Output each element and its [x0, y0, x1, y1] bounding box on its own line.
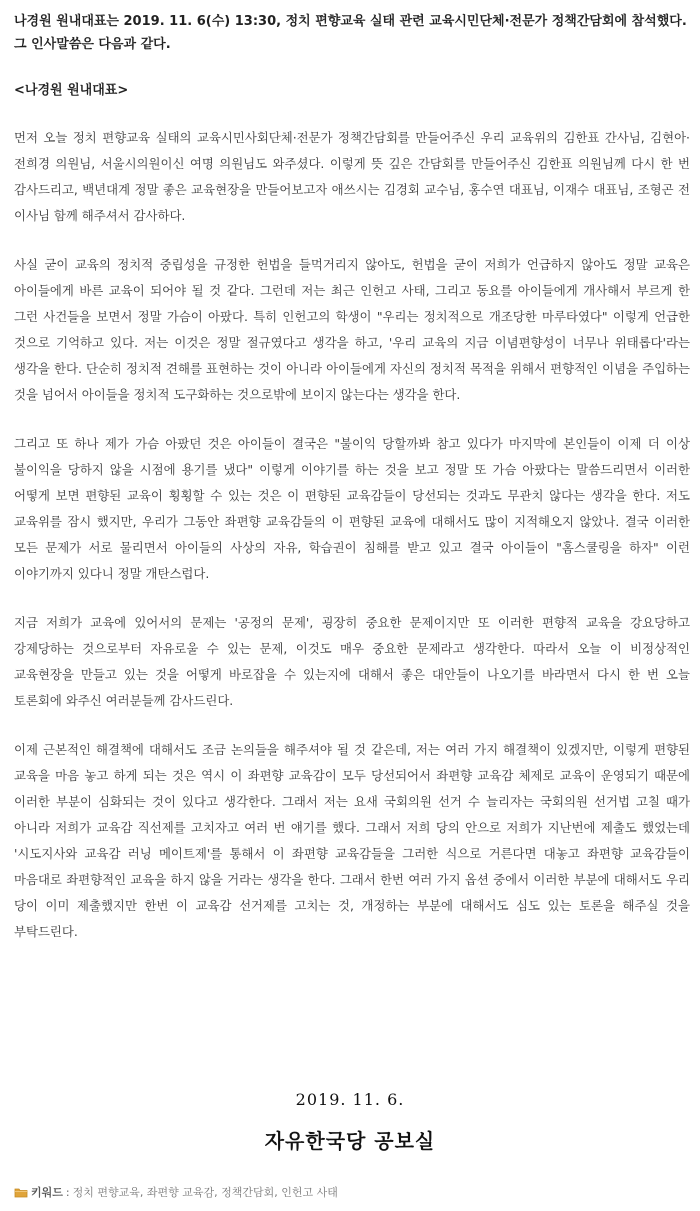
keywords-text[interactable]: 정치 편향교육, 좌편향 교육감, 정책간담회, 인헌고 사태 — [72, 1186, 338, 1199]
body-paragraph-1: 먼저 오늘 정치 편향교육 실태의 교육시민사회단체·전문가 정책간담회를 만들어주신 우리 교육위의 김한표 간사님, 김현아·전희경 의원님, 서울시의원이신 여명 의원님도 와주셨다. 이렇게 뜻 깊은 간담회를 만들어주신 김한표 의원님께 다시 한 번 감사드리고, 백년대계 정말 좋은 교육현장을 만들어보고자 애쓰시는 김경회 교수님, 홍수연 대표님, 이재수 대표님, 조형곤 전 이사님 함께 해주셔서 감사하다. — [14, 130, 690, 223]
speaker-heading: <나경원 원내대표> — [14, 83, 129, 98]
keywords-separator: : — [65, 1185, 70, 1199]
tag-folder-icon — [14, 1187, 28, 1198]
body-paragraph-3: 그리고 또 하나 제가 가슴 아팠던 것은 아이들이 결국은 "불이익 당할까봐 참고 있다가 마지막에 본인들이 이제 더 이상 불이익을 당하지 않을 시점에 용기를 냈다" 이렇게 이야기를 하는 것을 보고 정말 또 가슴 아팠다는 말씀드리면서 이러한 어떻게 보면 편향된 교육이 횡횡할 수 있는 것은 이 편향된 교육감들이 당선되는 것과도 무관치 않다는 생각을 한다. 저도 교육위를 잠시 했지만, 우리가 그동안 좌편향 교육감들의 이 편향된 교육에 대해서도 많이 지적해오지 않았나. 결국 이러한 모든 문제가 서로 물리면서 아이들의 사상의 자유, 학습권이 침해를 받고 있고 결국 아이들이 "홈스쿨링을 하자" 이런 이야기까지 있다니 정말 개탄스럽다. — [14, 436, 690, 581]
keywords-bar — [14, 1184, 690, 1200]
body-paragraph-4: 지금 저희가 교육에 있어서의 문제는 '공정의 문제', 굉장히 중요한 문제이지만 또 이러한 편향적 교육을 강요당하고 강제당하는 것으로부터 자유로울 수 있는 문제, 이것도 매우 중요한 문제라고 생각한다. 따라서 오늘 이 비정상적인 교육현장을 만들고 있는 것을 어떻게 바로잡을 수 있는지에 대해서 좋은 대안들이 나오기를 바라면서 다시 한 번 오늘 토론회에 와주신 여러분들께 감사드린다. — [14, 615, 690, 708]
organization-signature: 자유한국당 공보실 — [264, 1129, 436, 1153]
lead-paragraph: 나경원 원내대표는 2019. 11. 6(수) 13:30, 정치 편향교육 실태 관련 교육시민단체·전문가 정책간담회에 참석했다. 그 인사말씀은 다음과 같다. — [14, 14, 687, 52]
keywords-list[interactable] — [73, 1184, 338, 1200]
keywords-label: 키워드 — [31, 1186, 63, 1199]
release-date: 2019. 11. 6. — [295, 1090, 405, 1109]
press-release-body — [14, 10, 690, 968]
body-paragraph-2: 사실 굳이 교육의 정치적 중립성을 규정한 헌법을 들먹거리지 않아도, 헌법을 굳이 저희가 언급하지 않아도 정말 교육은 아이들에게 바른 교육이 되어야 될 것 같다. 그런데 저는 최근 인헌고 사태, 그리고 동요를 아이들에게 개사해서 부르게 한 그런 사건들을 보면서 정말 가슴이 아팠다. 특히 인헌고의 학생이 "우리는 정치적으로 개조당한 마루타였다" 이렇게 언급한 것으로 기억하고 있다. 저는 이것은 정말 절규였다고 생각을 하고, '우리 교육의 지금 이념편향성이 너무나 위태롭다'라는 생각을 한다. 단순히 정치적 견해를 표현하는 것이 아니라 아이들에게 자신의 정치적 목적을 위해서 편향적인 이념을 주입하는 것을 넘어서 아이들을 정치적 도구화하는 것으로밖에 보이지 않는다는 생각을 한다. — [14, 257, 690, 402]
body-paragraph-5: 이제 근본적인 해결책에 대해서도 조금 논의들을 해주셔야 될 것 같은데, 저는 여러 가지 해결책이 있겠지만, 이렇게 편향된 교육을 마음 놓고 하게 되는 것은 역시 이 좌편향 교육감이 모두 당선되어서 좌편향 교육감 체제로 교육이 운영되기 때문에 이러한 부분이 심화되는 것이 있다고 생각한다. 그래서 저는 요새 국회의원 선거 수 늘리자는 국회의원 선거법 고칠 때가 아니라 저희가 교육감 직선제를 고치자고 여러 번 얘기를 했다. 그래서 저희 당의 안으로 저희가 지난번에 제출도 했었는데 '시도지사와 교육감 러닝 메이트제'를 통해서 이 좌편향 교육감들을 그러한 식으로 거른다면 대놓고 좌편향 교육감들이 마음대로 좌편향적인 교육을 하지 않을 거라는 생각을 한다. 그래서 한번 여러 가지 옵션 중에서 이러한 부분에 대해서도 우리 당이 이미 제출했지만 한번 이 교육감 선거제를 고치는 것, 개정하는 부분에 대해서도 심도 있는 토론을 해주실 것을 부탁드린다. — [14, 742, 690, 939]
